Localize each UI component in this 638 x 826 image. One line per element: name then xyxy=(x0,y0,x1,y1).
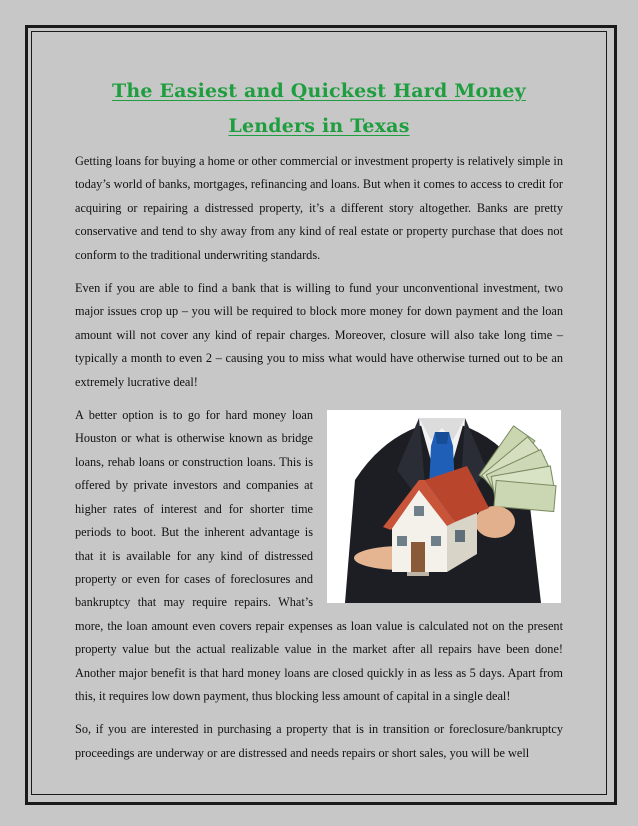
page-title: The Easiest and Quickest Hard Money Lenders in Texas xyxy=(112,80,526,137)
paragraph-2: Even if you are able to find a bank that is willing to fund your unconventional investment, two major issues crop up – you will be required to block more money for down payment and the loan amount will not cover any kind of repair charges. Moreover, closure will also take long time – typically a month to even 2 – causing you to miss what would have otherwise turned out to be an extremely lucrative deal! xyxy=(75,281,563,389)
paragraph-1: Getting loans for buying a home or other commercial or investment property is relatively simple in today’s world of banks, mortgages, refinancing and loans. But when it comes to access to credit for acquiring or repairing a distressed property, it’s a different story altogether. Banks are pretty conservative and tend to shy away from any kind of real estate or property purchase that does not conform to the traditional underwriting standards. xyxy=(75,154,563,262)
paragraph-3-block xyxy=(75,404,563,708)
paragraph-4: So, if you are interested in purchasing a property that is in transition or foreclosure/bankruptcy proceedings are underway or are distressed and needs repairs or short sales, you will be well xyxy=(75,722,563,760)
paragraph-3: A better option is to go for hard money loan Houston or what is otherwise known as bridge loans, rehab loans or construction loans. This is offered by private investors and companies at higher rates of interest and for shorter time periods to boot. But the inherent advantage is that it is available for any kind of distressed property or even for cases of foreclosures and bankruptcy that may require repairs. What’s more, the loan amount even covers repair expenses as loan value is calculated not on the present property value but the actual realizable value in the market after all repairs have been done! Another major benefit is that hard money loans are closed quickly in as less as 5 days. Apart from this, it requires low down payment, thus blocking less amount of capital in a single deal! xyxy=(75,408,563,703)
businessman-house-money-illustration xyxy=(327,410,561,603)
document-body xyxy=(75,74,563,775)
